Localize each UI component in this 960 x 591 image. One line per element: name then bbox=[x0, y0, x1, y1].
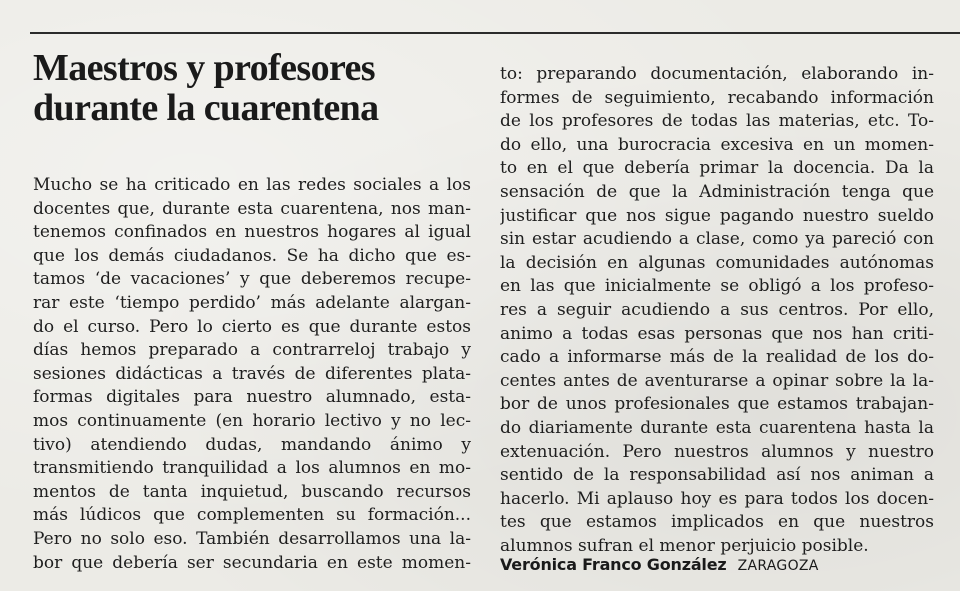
body-line: cado a informarse más de la realidad de los do- bbox=[500, 347, 934, 368]
article-body-right-column bbox=[500, 63, 934, 558]
body-line: docentes que, durante esta cuarentena, nos man- bbox=[33, 198, 471, 219]
body-line: sesiones didácticas a través de diferentes plata- bbox=[33, 363, 471, 384]
body-line: Mucho se ha criticado en las redes sociales a los bbox=[33, 175, 471, 195]
body-line: tes que estamos implicados en que nuestros bbox=[500, 512, 934, 533]
top-rule bbox=[30, 32, 960, 34]
body-line: alumnos sufran el menor perjuicio posible. bbox=[500, 535, 869, 556]
article-headline bbox=[33, 48, 463, 128]
body-line: formes de seguimiento, recabando información bbox=[500, 87, 934, 108]
body-line: tenemos confinados en nuestros hogares al igual bbox=[33, 222, 471, 243]
body-line: justificar que nos sigue pagando nuestro sueldo bbox=[500, 205, 934, 226]
body-line: la decisión en algunas comunidades autónomas bbox=[500, 252, 934, 273]
body-line: tivo) atendiendo dudas, mandando ánimo y bbox=[33, 434, 471, 455]
body-line: mos continuamente (en horario lectivo y no lec- bbox=[33, 410, 471, 431]
author-city: ZARAGOZA bbox=[737, 558, 819, 574]
body-line: mentos de tanta inquietud, buscando recursos bbox=[33, 481, 471, 502]
body-line: sensación de que la Administración tenga que bbox=[500, 181, 934, 202]
body-line: que los demás ciudadanos. Se ha dicho que es- bbox=[33, 245, 471, 266]
body-line: días hemos preparado a contrarreloj trabajo y bbox=[33, 340, 471, 361]
headline-line: durante la cuarentena bbox=[33, 87, 379, 129]
body-line: rar este ‘tiempo perdido’ más adelante alargan- bbox=[33, 292, 471, 313]
body-line: bor que debería ser secundaria en este momen- bbox=[33, 552, 471, 573]
body-line: bor de unos profesionales que estamos trabajan- bbox=[500, 394, 934, 415]
author-name: Verónica Franco González bbox=[500, 555, 727, 574]
body-line: do el curso. Pero lo cierto es que durante estos bbox=[33, 316, 471, 337]
body-line: Pero no solo eso. También desarrollamos una la- bbox=[33, 528, 471, 549]
body-line: to en el que debería primar la docencia. Da la bbox=[500, 158, 934, 179]
body-line: do diariamente durante esta cuarentena hasta la bbox=[500, 417, 934, 438]
body-line: sin estar acudiendo a clase, como ya pareció con bbox=[500, 229, 934, 250]
body-line: extenuación. Pero nuestros alumnos y nuestro bbox=[500, 441, 934, 462]
body-line: tamos ‘de vacaciones’ y que deberemos recupe- bbox=[33, 269, 471, 290]
body-line: formas digitales para nuestro alumnado, esta- bbox=[33, 387, 471, 408]
article-signature bbox=[500, 554, 819, 577]
body-line: to: preparando documentación, elaborando in- bbox=[500, 64, 934, 84]
body-line: en las que inicialmente se obligó a los profeso- bbox=[500, 276, 934, 297]
body-line: de los profesores de todas las materias, etc. To- bbox=[500, 111, 934, 132]
body-line: centes antes de aventurarse a opinar sobre la la- bbox=[500, 370, 934, 391]
body-line: transmitiendo tranquilidad a los alumnos en mo- bbox=[33, 458, 471, 479]
body-line: más lúdicos que complementen su formación... bbox=[33, 505, 471, 526]
body-line: sentido de la responsabilidad así nos animan a bbox=[500, 465, 934, 486]
body-line: hacerlo. Mi aplauso hoy es para todos los docen- bbox=[500, 488, 934, 509]
article-body-left-column bbox=[33, 174, 471, 575]
body-line: do ello, una burocracia excesiva en un momen- bbox=[500, 134, 934, 155]
body-line: animo a todas esas personas que nos han criti- bbox=[500, 323, 934, 344]
body-line: res a seguir acudiendo a sus centros. Por ello, bbox=[500, 299, 934, 320]
headline-line: Maestros y profesores bbox=[33, 47, 375, 89]
